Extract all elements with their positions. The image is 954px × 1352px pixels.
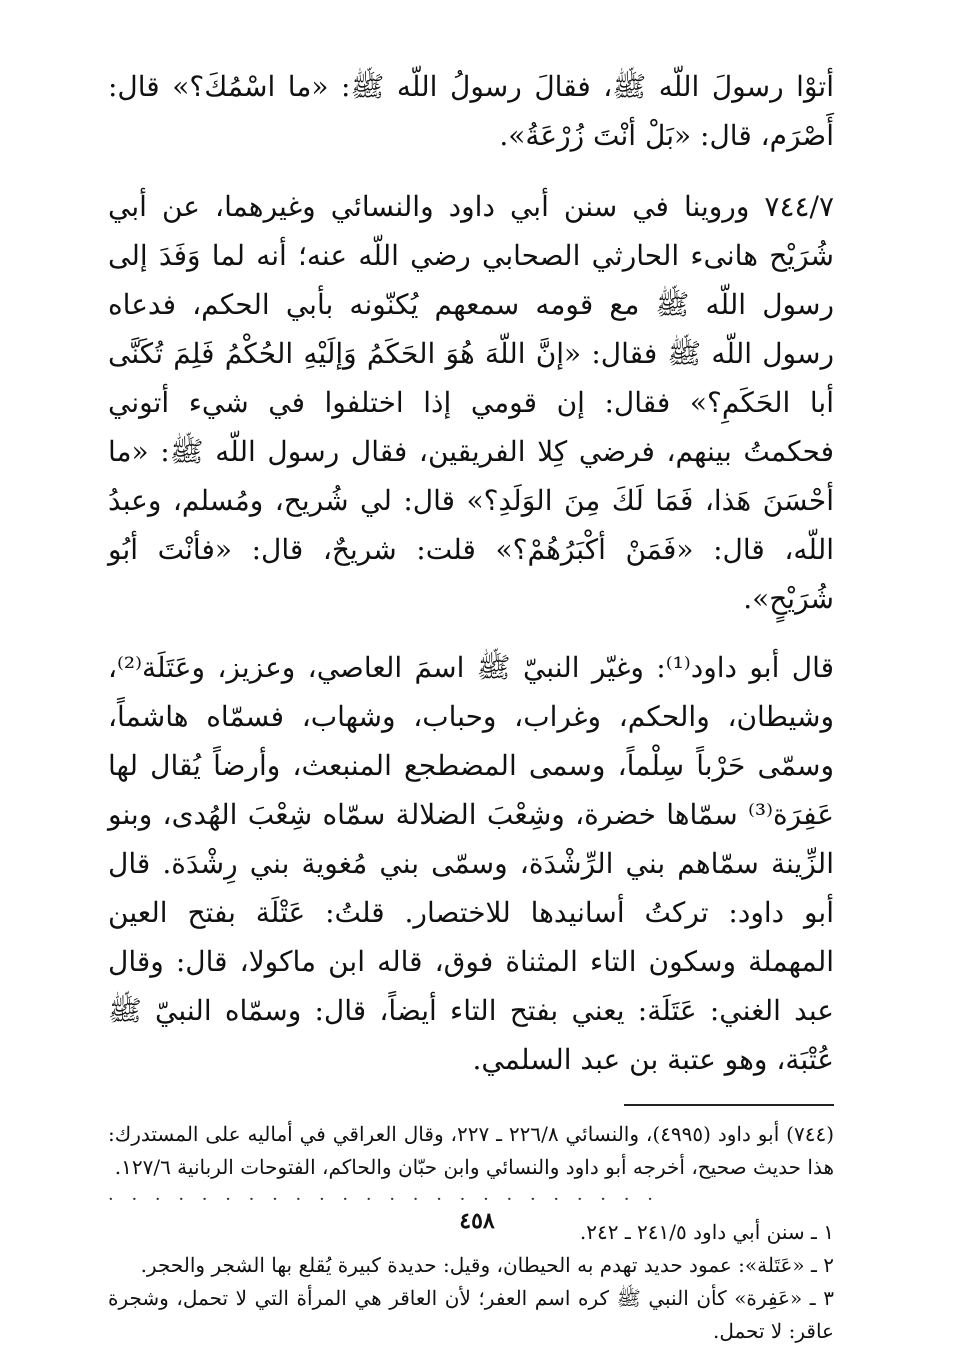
paragraph-abu-dawud-note: قال أبو داود⁽¹⁾: وغيّر النبيّ ﷺ اسمَ العاصي، وعزيز، وعَتَلَة⁽²⁾، وشيطان، والحكم، وغراب، وحباب، وشهاب، فسمّاه هاشماً، وسمّى حَرْباً سِلْماً، وسمى المضطجع المنبعث، وأرضاً يُقال لها عَفِرَة⁽³⁾ سمّاها خضرة، وشِعْبَ الضلالة سمّاه شِعْبَ الهُدى، وبنو الزِّينة سمّاهم بني الرِّشْدَة، وسمّى بني مُغوية بني رِشْدَة. قال أبو داود: تركتُ أسانيدها للاختصار. قلتُ: عَتْلَة بفتح العين المهملة وسكون التاء المثناة فوق، قاله ابن ماكولا، قال: وقال عبد الغني: عَتَلَة: يعني بفتح التاء أيضاً، قال: وسمّاه النبيّ ﷺ عُتْبَة، وهو عتبة بن عبد السلمي. bbox=[108, 651, 834, 1076]
footnote-source-block bbox=[108, 1118, 834, 1184]
dotted-divider: · · · · · · · · · · · · · · · · · · · · · · · · bbox=[108, 1189, 659, 1210]
footnote-item: ٣ ـ «عَفِرة» كأن النبي ﷺ كره اسم العفر؛ لأن العاقر هي المرأة التي لا تحمل، وشجرة عاقر: لا تحمل. bbox=[108, 1286, 834, 1343]
footnote-item: ٢ ـ «عَتَلة»: عمود حديد تهدم به الحيطان، وقيل: حديدة كبيرة يُقلع بها الشجر والحجر. bbox=[140, 1253, 834, 1277]
page-body bbox=[108, 62, 834, 1348]
footnote-list bbox=[108, 1216, 834, 1348]
page-number: ٤٥٨ bbox=[459, 1208, 495, 1234]
footnote-source: (٧٤٤) أبو داود (٤٩٩٥)، والنسائي ٢٢٦/٨ ـ ٢٢٧، وقال العراقي في أماليه على المستدرك: هذا حديث صحيح، أخرجه أبو داود والنسائي وابن حبّان والحاكم، الفتوحات الربانية ١٢٧/٦. bbox=[108, 1122, 834, 1179]
footnote-item: ١ ـ سنن أبي داود ٢٤١/٥ ـ ٢٤٢. bbox=[579, 1220, 834, 1244]
paragraph-continuation: أتوْا رسولَ اللّه ﷺ، فقالَ رسولُ اللّه ﷺ: «ما اسْمُكَ؟» قال: أَصْرَم، قال: «بَلْ أنْتَ زُرْعَةُ». bbox=[108, 70, 834, 152]
paragraph-hadith-744: ٧٤٤/٧ وروينا في سنن أبي داود والنسائي وغيرهما، عن أبي شُرَيْح هانىء الحارثي الصحابي رضي اللّه عنه؛ أنه لما وَفَدَ إلى رسول اللّه ﷺ مع قومه سمعهم يُكنّونه بأبي الحكم، فدعاه رسول اللّه ﷺ فقال: «إنَّ اللّهَ هُوَ الحَكَمُ وَإلَيْهِ الحُكْمُ فَلِمَ تُكَنَّى أبا الحَكَمِ؟» فقال: إن قومي إذا اختلفوا في شيء أتوني فحكمتُ بينهم، فرضي كِلا الفريقين، فقال رسول اللّه ﷺ: «ما أحْسَنَ هَذا، فَمَا لَكَ مِنَ الوَلَدِ؟» قال: لي شُريح، ومُسلم، وعبدُ اللّه، قال: «فَمَنْ أكْبَرُهُمْ؟» قلت: شريحٌ، قال: «فأنْتَ أبُو شُرَيْحٍ». bbox=[108, 190, 834, 615]
footnote-separator bbox=[624, 1104, 834, 1106]
